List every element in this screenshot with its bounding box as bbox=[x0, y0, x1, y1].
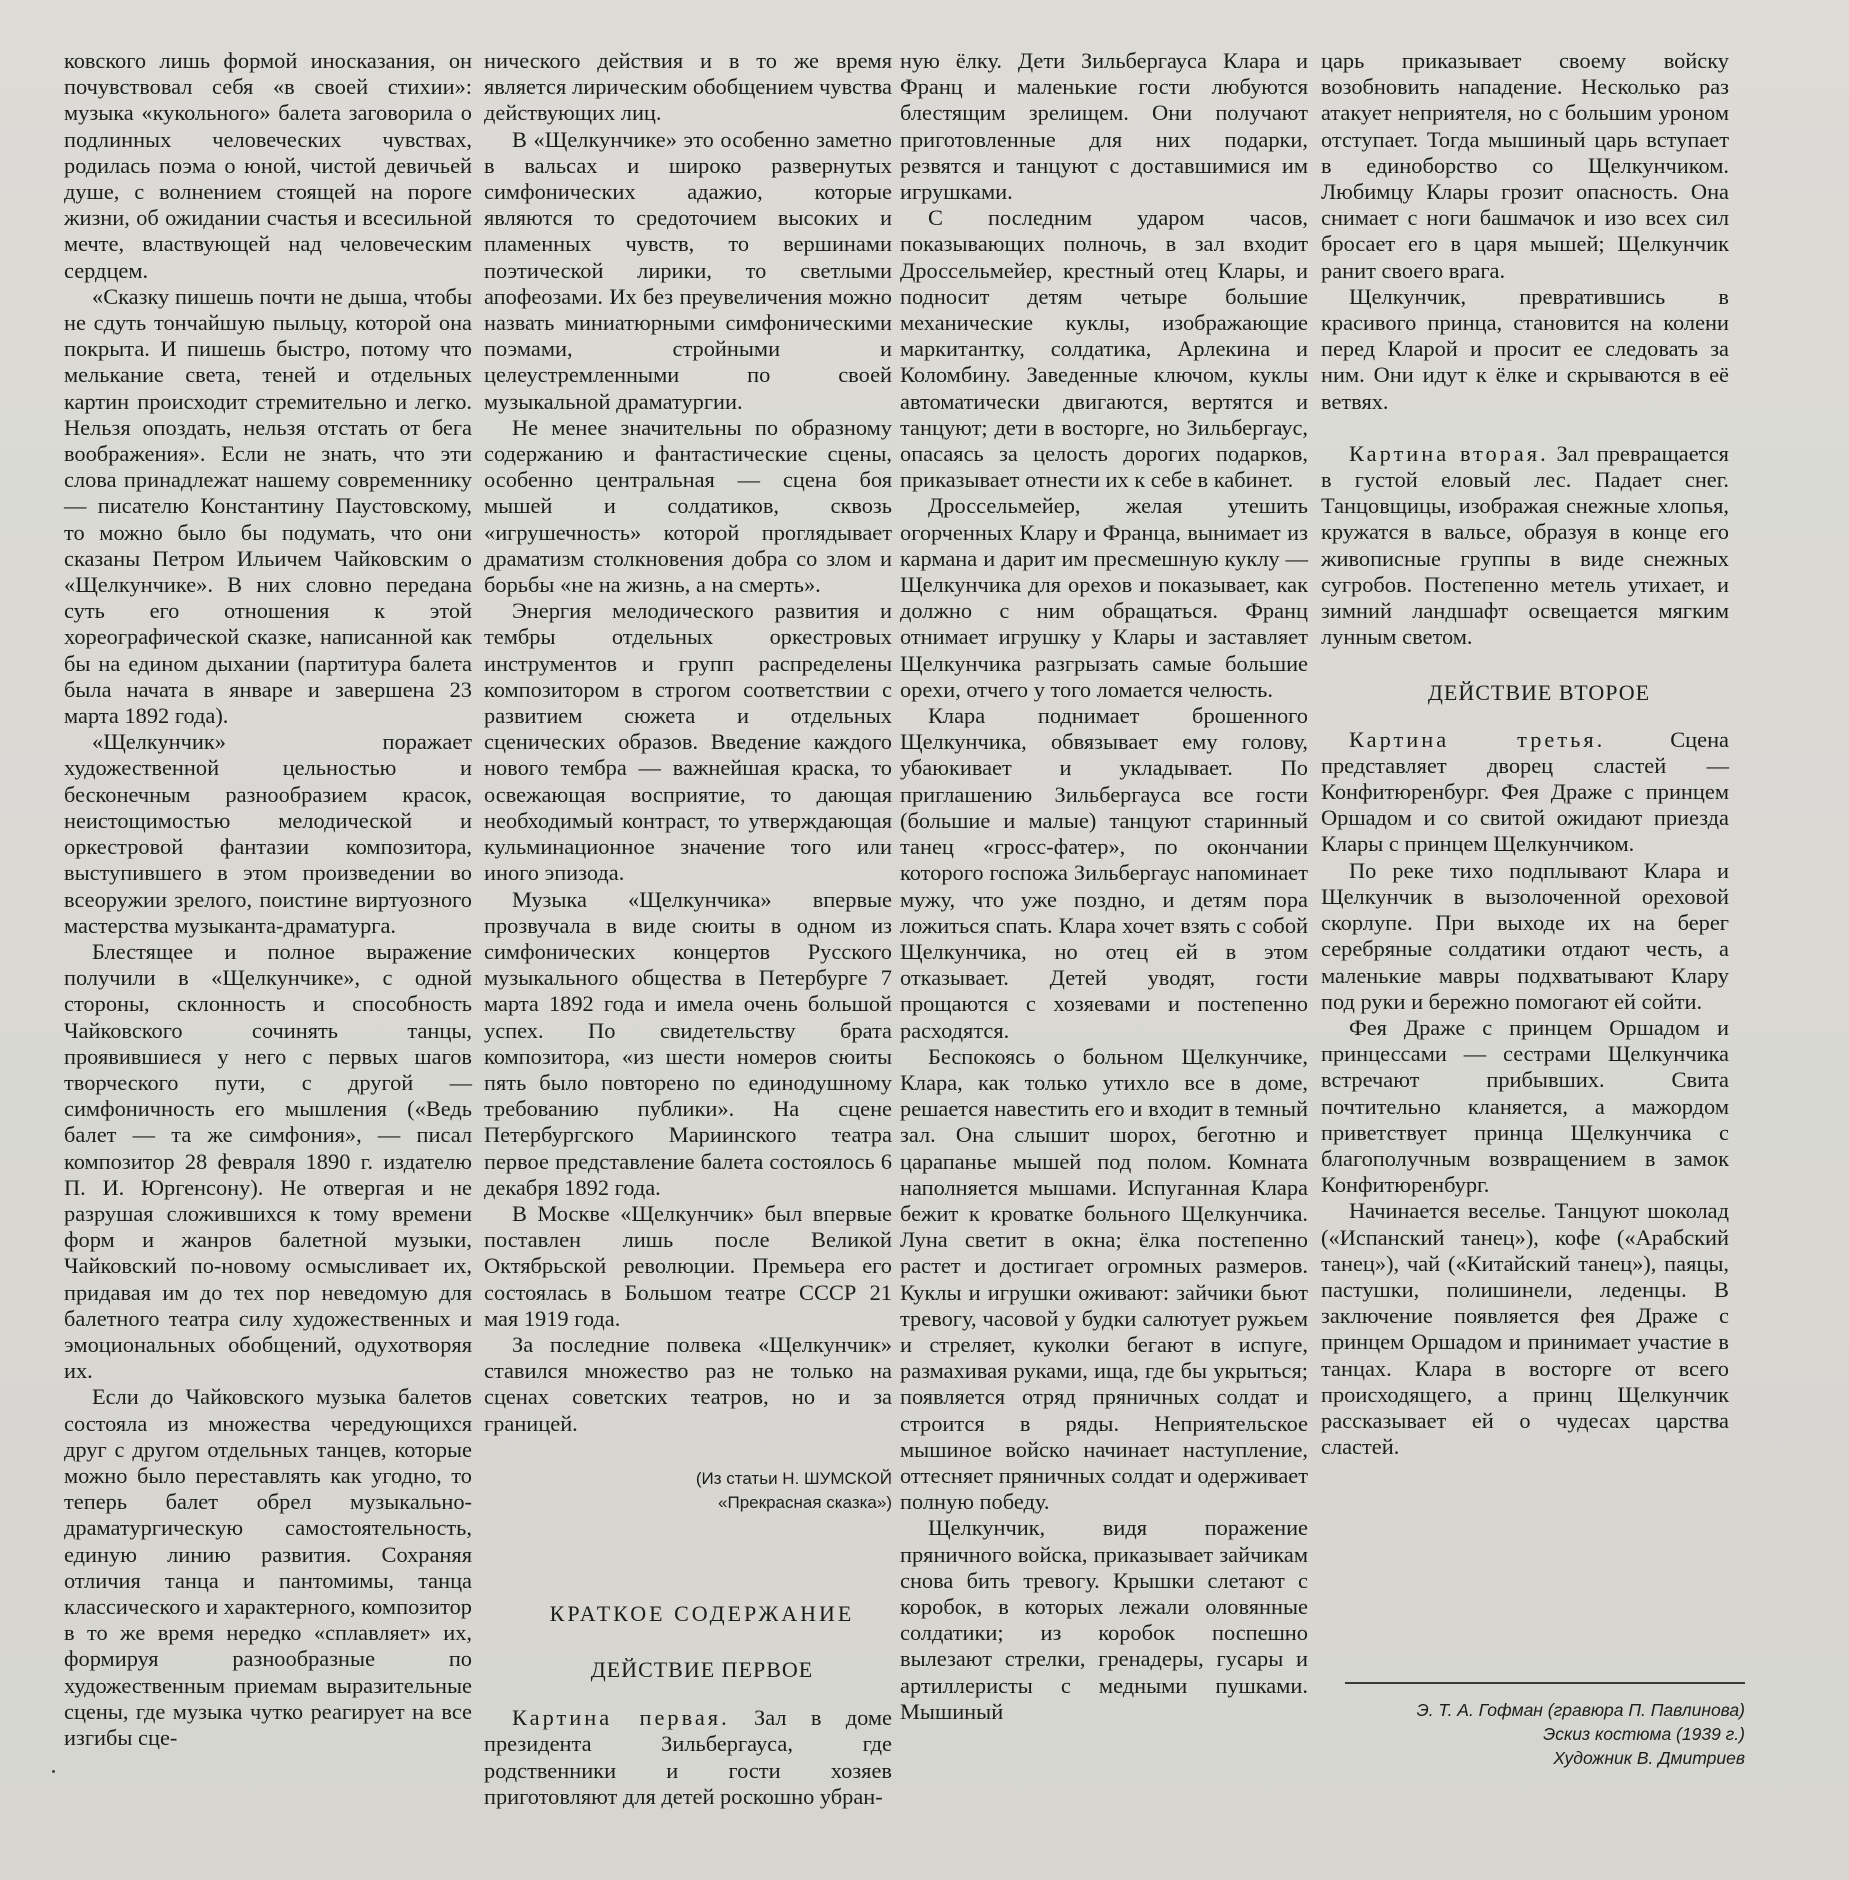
quote-source-line: (Из статьи Н. ШУМСКОЙ bbox=[695, 1468, 892, 1488]
text-column-3 bbox=[900, 48, 1308, 1725]
paragraph: Фея Драже с принцем Оршадом и принцессами — сестрами Щелкунчика встречают прибывших. Свита почтительно кланяется, а мажордом приветствует принца Щелкунчика с благополучным возвращением в замок Конфитюренбург. bbox=[1321, 1014, 1729, 1198]
paragraph: Блестящее и полное выражение получили в «Щелкунчике», с одной стороны, склонность и способность Чайковского сочинять танцы, проявившиеся у него с первых шагов творческого пути, с другой — симфоничность его мышления («Ведь балет — та же симфония», — писал композитор 28 февраля 1890 г. издателю П. И. Юргенсону). Не отвергая и не разрушая сложившихся к тому времени форм и жанров балетной музыки, Чайковский по-новому осмысливает их, придавая им до тех пор неведомую для балетного театра силу художественных и эмоциональных обобщений, одухотворяя их. bbox=[64, 938, 472, 1384]
paragraph: «Щелкунчик» поражает художественной цельностью и бесконечным разнообразием красок, неистощимостью мелодической и оркестровой фантазии композитора, выступившего в этом произведении во всеоружии зрелого, поистине виртуозного мастерства музыканта-драматурга. bbox=[64, 729, 472, 938]
scene2-text: Зал превращается в густой еловый лес. Падает снег. Танцовщицы, изображая снежные хлопья, кружатся в вальсе, образуя в конце его живописные группы в виде снежных сугробов. Постепенно метель утихает, и зимний ландшафт освещается мягким лунным светом. bbox=[1321, 440, 1729, 650]
scene1-text: Зал в доме президента Зильбергауса, где родственники и гости хозяев приготовляют для детей роскошно убран- bbox=[484, 1705, 892, 1809]
scene3-label: Картина третья. bbox=[1349, 726, 1606, 752]
paragraph: Начинается веселье. Танцуют шоколад («Испанский танец»), кофе («Арабский танец»), чай («Китайский танец»), паяцы, пастушки, полишинели, леденцы. В заключение появляется фея Драже с принцем Оршадом и принимает участие в танцах. Клара в восторге от всего происходящего, а принц Щелкунчик рассказывает ей о чудесах царства сластей. bbox=[1321, 1198, 1729, 1460]
text-column-1 bbox=[64, 48, 472, 1751]
scene2-label: Картина вторая. bbox=[1349, 440, 1549, 466]
paragraph: Энергия мелодического развития и тембры отдельных оркестровых инструментов и групп распределены композитором в строгом соответствии с развитием сюжета и отдельных сценических образов. Введение каждого нового тембра — важнейшая краска, то освежающая восприятие, то дающая необходимый контраст, то утверждающая кульминационное значение того или иного эпизода. bbox=[484, 598, 892, 886]
scene3-paragraph bbox=[1321, 727, 1729, 858]
print-speck bbox=[52, 1770, 55, 1773]
paragraph: Беспокоясь о больном Щелкунчике, Клара, как только утихло все в доме, решается навестить его и входит в темный зал. Она слышит шорох, беготню и царапанье мышей под полом. Комната наполняется мышами. Испуганная Клара бежит к кроватке больного Щелкунчика. Луна светит в окна; ёлка постепенно растет и достигает огромных размеров. Куклы и игрушки оживают: зайчики бьют тревогу, часовой у будки салютует ружьем и стреляет, куколки бегают в испуге, размахивая руками, ища, где бы укрыться; появляется отряд пряничных солдат и строится в ряды. Неприятельское мышиное войско начинает наступление, оттесняет пряничных солдат и одерживает полную победу. bbox=[900, 1043, 1308, 1515]
paragraph: Щелкунчик, превратившись в красивого принца, становится на колени перед Кларой и просит ее следовать за ним. Они идут к ёлке и скрываются в её ветвях. bbox=[1321, 283, 1729, 414]
scene1-paragraph bbox=[484, 1705, 892, 1810]
summary-heading: КРАТКОЕ СОДЕРЖАНИЕ bbox=[549, 1600, 855, 1626]
paragraph: Музыка «Щелкунчика» впервые прозвучала в виде сюиты в одном из симфонических концертов Русского музыкального общества в Петербурге 7 марта 1892 года и имела очень большой успех. По свидетельству брата композитора, «из шести номеров сюиты пять было повторено по единодушному требованию публики». На сцене Петербургского Мариинского театра первое представление балета состоялось 6 декабря 1892 года. bbox=[484, 886, 892, 1200]
paragraph: По реке тихо подплывают Клара и Щелкунчик в вызолоченной ореховой скорлупе. При выходе их на берег серебряные солдатики отдают честь, а маленькие мавры подхватывают Клару под руки и бережно помогают ей сойти. bbox=[1321, 857, 1729, 1014]
caption-line: Э. Т. А. Гофман (гравюра П. Павлинова) bbox=[1416, 1700, 1745, 1720]
paragraph: «Сказку пишешь почти не дыша, чтобы не сдуть тончайшую пыльцу, которой она покрыта. И пишешь быстро, потому что мелькание света, теней и отдельных картин происходит стремительно и легко. Нельзя опоздать, нельзя отстать от бега воображения». Если не знать, что эти слова принадлежат нашему современнику — писателю Константину Паустовскому, то можно было бы подумать, что они сказаны Петром Ильичем Чайковским о «Щелкунчике». В них словно передана суть его отношения к этой хореографической сказке, написанной как бы на едином дыхании (партитура балета была начата в январе и завершена 23 марта 1892 года). bbox=[64, 283, 472, 729]
paragraph: Клара поднимает брошенного Щелкунчика, обвязывает ему голову, убаюкивает и укладывает. По приглашению Зильбергауса все гости (большие и малые) танцуют старинный танец «гросс-фатер», по окончании которого госпожа Зильбергаус напоминает мужу, что уже поздно, и детям пора ложиться спать. Клара хочет взять с собой Щелкунчика, но отец ей в этом отказывает. Детей уводят, гости прощаются с хозяевами и постепенно расходятся. bbox=[900, 703, 1308, 1043]
scene3-text: Сцена представляет дворец сластей — Конфитюренбург. Фея Драже с принцем Оршадом и со свитой ожидают приезда Клары с принцем Щелкунчиком. bbox=[1321, 726, 1729, 857]
paragraph: В Москве «Щелкунчик» был впервые поставлен лишь после Великой Октябрьской революции. Премьера его состоялась в Большом театре СССР 21 мая 1919 года. bbox=[484, 1200, 892, 1331]
paragraph: Щелкунчик, видя поражение пряничного войска, приказывает зайчикам снова бить тревогу. Крышки слетают с коробок, в которых лежали оловянные солдатики; из коробок поспешно вылезают стрелки, гренадеры, гусары и артиллеристы с медными пушками. Мышиный bbox=[900, 1515, 1308, 1724]
paragraph: Если до Чайковского музыка балетов состояла из множества чередующихся друг с другом отдельных танцев, которые можно было переставлять как угодно, то теперь балет обрел музыкально-драматургическую самостоятельность, единую линию развития. Сохраняя отличия танца и пантомимы, танца классического и характерного, композитор в то же время нередко «сплавляет» их, формируя разнообразные по художественным приемам выразительные сцены, где музыка чутко реагирует на все изгибы сце- bbox=[64, 1384, 472, 1750]
caption-line: Художник В. Дмитриев bbox=[1553, 1748, 1745, 1768]
paragraph: За последние полвека «Щелкунчик» ставился множество раз не только на сценах советских театров, но и за границей. bbox=[484, 1331, 892, 1436]
quote-source-line: «Прекрасная сказка») bbox=[718, 1492, 892, 1512]
scene1-label: Картина первая. bbox=[512, 1705, 730, 1731]
paragraph: ную ёлку. Дети Зильбергауса Клара и Франц и маленькие гости любуются блестящим зрелищем. Они получают приготовленные для них подарки, резвятся и танцуют с доставшимися им игрушками. bbox=[900, 48, 1308, 205]
paragraph: В «Щелкунчике» это особенно заметно в вальсах и широко развернутых симфонических адажио, которые являются то средоточием высоких и пламенных чувств, то вершинами поэтической лирики, то светлыми апофеозами. Их без преувеличения можно назвать миниатюрными симфоническими поэмами, стройными и целеустремленными по своей музыкальной драматургии. bbox=[484, 126, 892, 414]
paragraph: Не менее значительны по образному содержанию и фантастические сцены, особенно центральная — сцена боя мышей и солдатиков, сквозь «игрушечность» которой проглядывает драматизм столкновения добра со злом и борьбы «не на жизнь, а на смерть». bbox=[484, 414, 892, 598]
illustration-caption bbox=[1345, 1682, 1745, 1770]
paragraph: царь приказывает своему войску возобновить нападение. Несколько раз атакует неприятеля, но с большим уроном отступает. Тогда мышиный царь вступает в единоборство со Щелкунчиком. Любимцу Клары грозит опасность. Она снимает с ноги башмачок и изо всех сил бросает его в царя мышей; Щелкунчик ранит своего врага. bbox=[1321, 48, 1729, 283]
quote-source bbox=[484, 1467, 892, 1515]
act1-heading: ДЕЙСТВИЕ ПЕРВОЕ bbox=[590, 1656, 814, 1682]
text-column-2 bbox=[484, 48, 892, 1810]
text-column-4 bbox=[1321, 48, 1729, 1460]
paragraph: нического действия и в то же время является лирическим обобщением чувства действующих лиц. bbox=[484, 48, 892, 126]
paragraph: ковского лишь формой иносказания, он почувствовал себя «в своей стихии»: музыка «кукольного» балета заговорила о подлинных человеческих чувствах, родилась поэма о юной, чистой девичьей душе, с волнением стоящей на пороге жизни, об ожидании счастья и всесильной мечте, властвующей над человеческим сердцем. bbox=[64, 48, 472, 283]
paragraph: С последним ударом часов, показывающих полночь, в зал входит Дроссельмейер, крестный отец Клары, и подносит детям четыре большие механические куклы, изображающие маркитантку, солдатика, Арлекина и Коломбину. Заведенные ключом, куклы автоматически двигаются, вертятся и танцуют; дети в восторге, но Зильбергаус, опасаясь за целость дорогих подарков, приказывает отнести их к себе в кабинет. bbox=[900, 205, 1308, 493]
caption-line: Эскиз костюма (1939 г.) bbox=[1543, 1724, 1745, 1744]
paragraph: Дроссельмейер, желая утешить огорченных Клару и Франца, вынимает из кармана и дарит им пресмешную куклу — Щелкунчика для орехов и показывает, как должно с ним обращаться. Франц отнимает игрушку у Клары и заставляет Щелкунчика разгрызать самые большие орехи, отчего у того ломается челюсть. bbox=[900, 493, 1308, 702]
act2-heading: ДЕЙСТВИЕ ВТОРОЕ bbox=[1427, 680, 1651, 706]
scene2-paragraph bbox=[1321, 441, 1729, 651]
